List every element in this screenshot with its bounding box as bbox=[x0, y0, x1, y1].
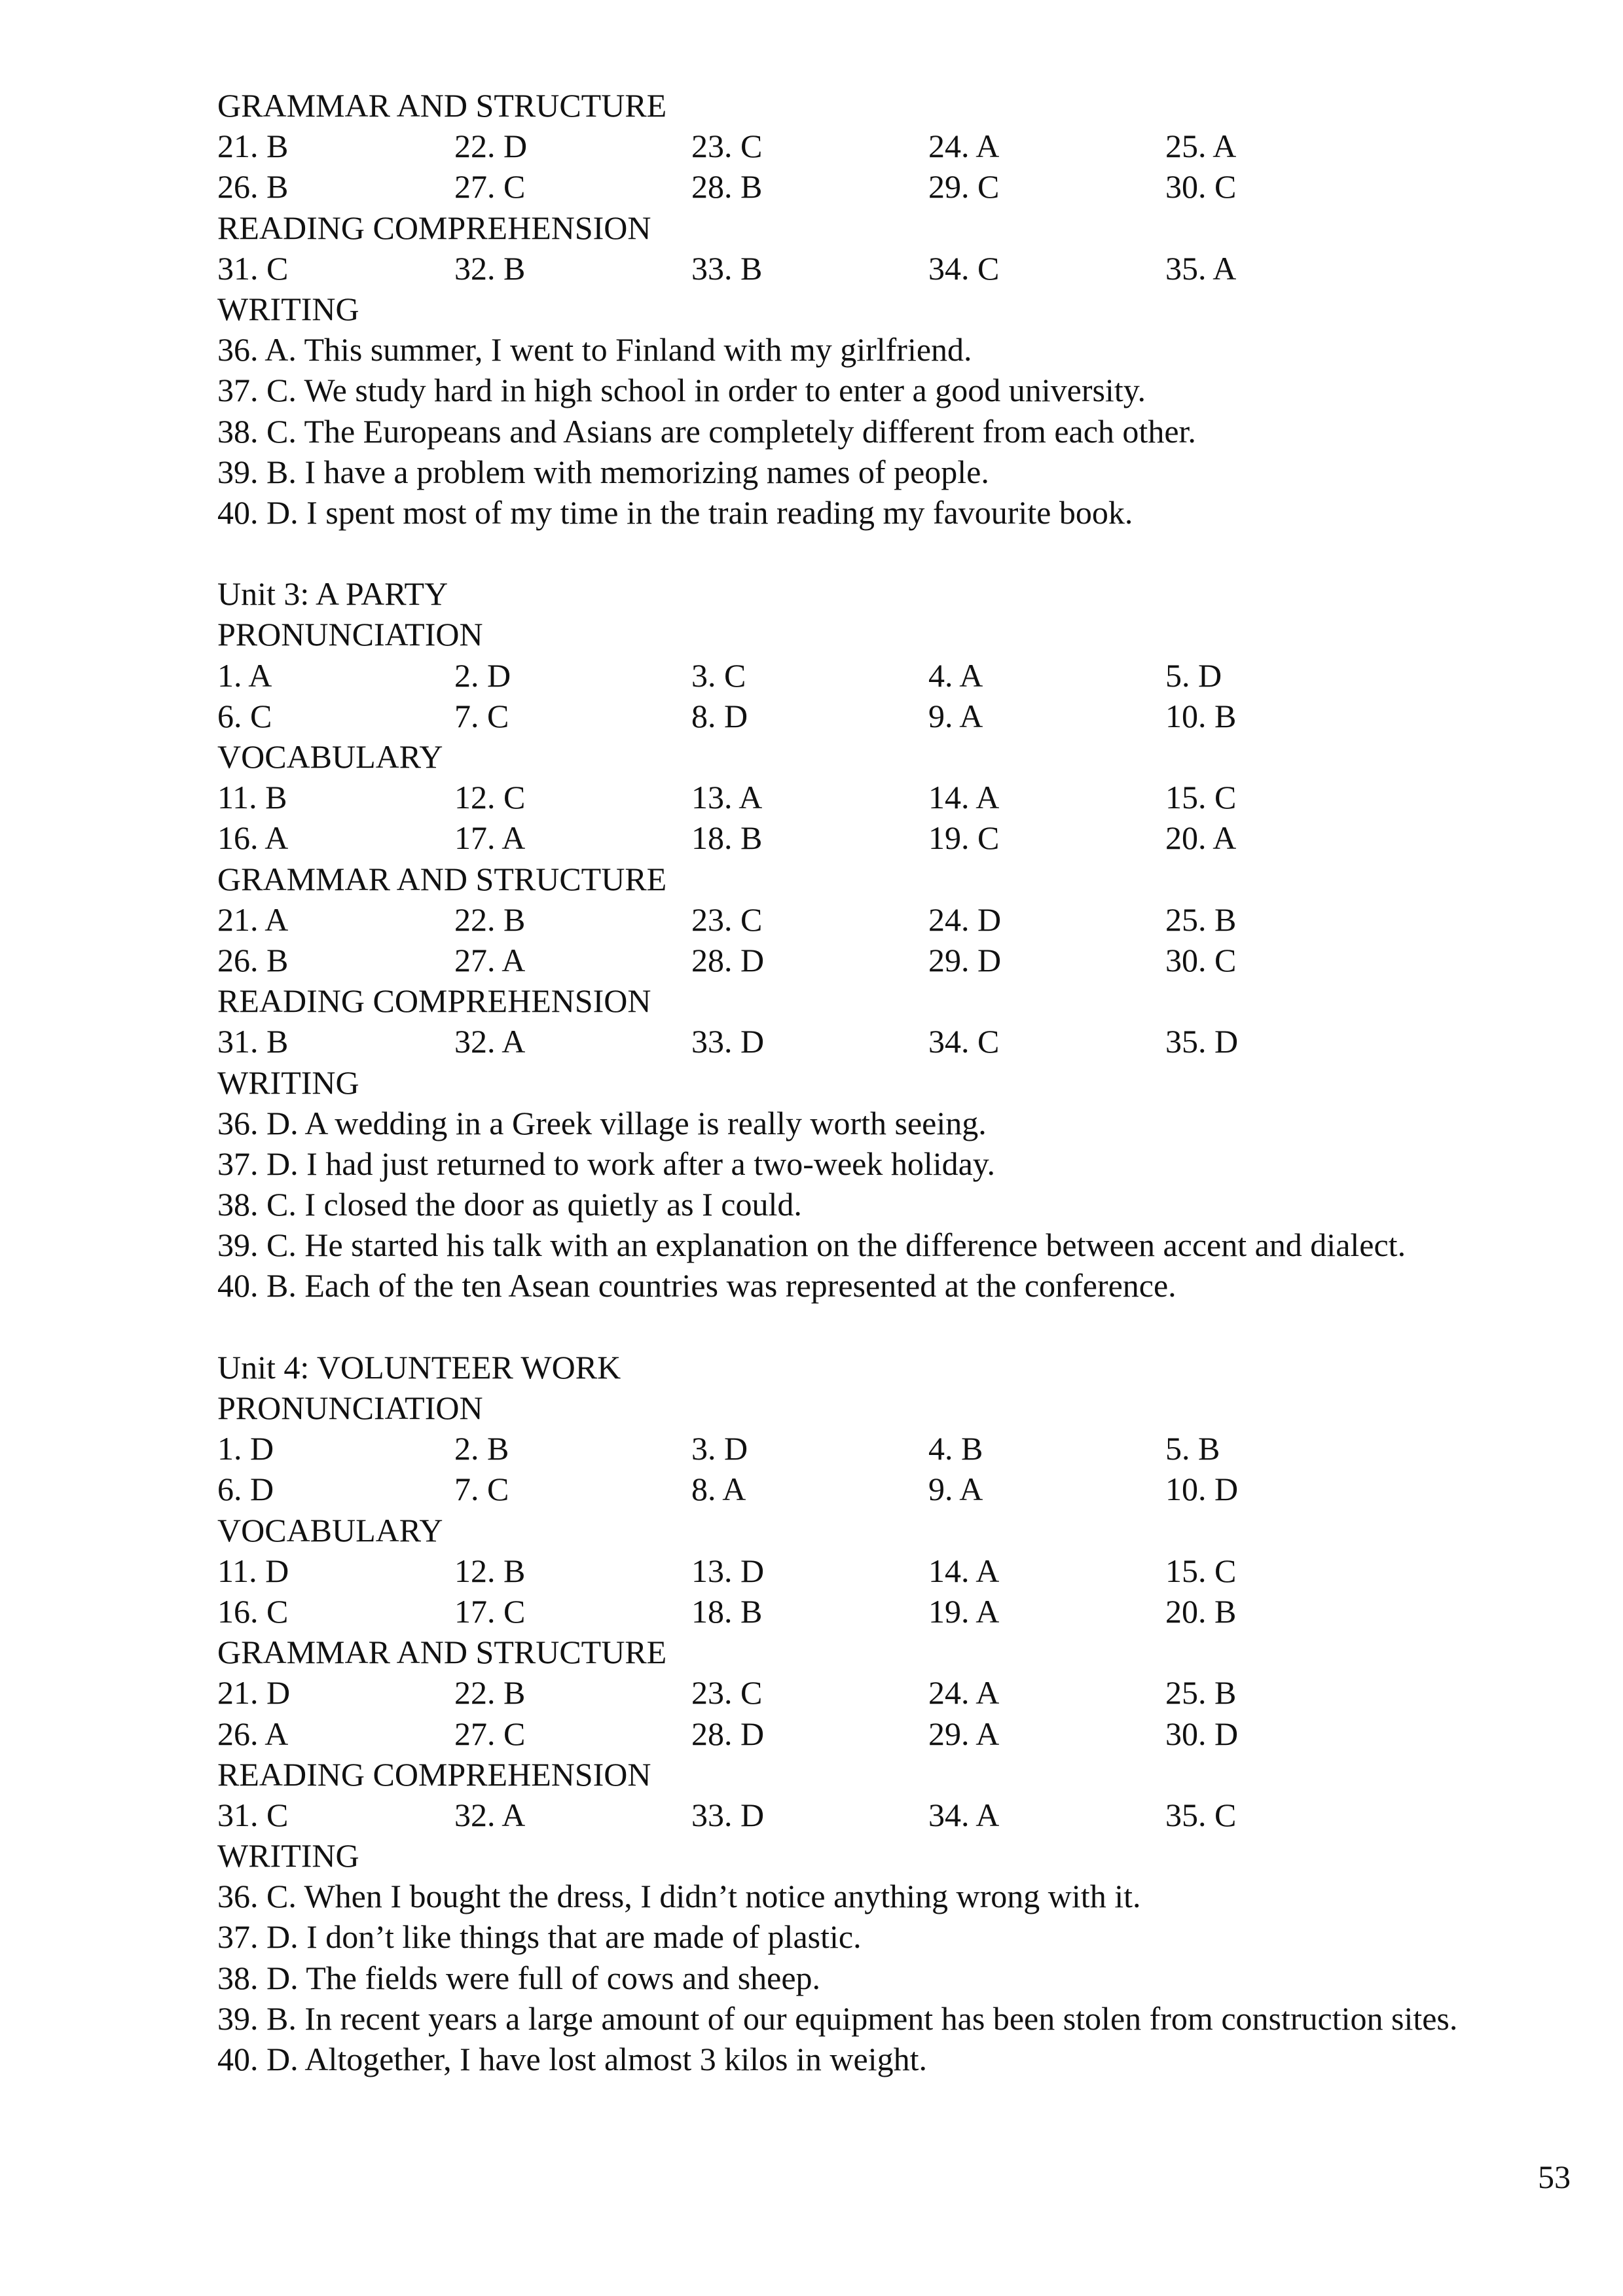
answer-cell: 5. B bbox=[1165, 1430, 1220, 1467]
answer-cell: 7. C bbox=[454, 697, 509, 734]
answer-cell: 32. A bbox=[454, 1023, 526, 1060]
answer-cell: 24. D bbox=[928, 901, 1002, 938]
answer-cell: 25. B bbox=[1165, 901, 1237, 938]
answer-cell: 6. D bbox=[217, 1471, 274, 1508]
answer-cell: 8. D bbox=[691, 697, 748, 734]
answer-row bbox=[217, 1672, 1579, 1713]
answer-cell: 23. C bbox=[691, 128, 763, 165]
answer-cell: 34. C bbox=[928, 249, 1000, 287]
writing-answer: 37. D. I had just returned to work after a two-week holiday. bbox=[217, 1145, 996, 1182]
section-title: PRONUNCIATION bbox=[217, 1390, 483, 1426]
answer-cell: 35. C bbox=[1165, 1796, 1237, 1833]
writing-answer: 37. C. We study hard in high school in order to enter a good university. bbox=[217, 372, 1146, 409]
answer-cell: 2. B bbox=[454, 1430, 509, 1467]
unit-heading: Unit 3: A PARTY bbox=[217, 575, 448, 613]
answer-cell: 28. D bbox=[691, 1715, 765, 1752]
writing-answer: 39. B. In recent years a large amount of our equipment has been stolen from construction sites. bbox=[217, 2000, 1458, 2037]
page-number: 53 bbox=[1538, 2159, 1571, 2195]
answer-cell: 10. D bbox=[1165, 1471, 1239, 1508]
answer-cell: 33. D bbox=[691, 1796, 765, 1833]
answer-cell: 3. C bbox=[691, 656, 746, 694]
answer-cell: 23. C bbox=[691, 1674, 763, 1712]
writing-answer: 39. C. He started his talk with an explanation on the difference between accent and dialect. bbox=[217, 1227, 1406, 1264]
answer-cell: 22. D bbox=[454, 128, 528, 165]
answer-cell: 30. C bbox=[1165, 941, 1237, 978]
section-title: WRITING bbox=[217, 1837, 359, 1874]
answer-cell: 14. A bbox=[928, 779, 1000, 816]
answer-cell: 22. B bbox=[454, 1674, 526, 1712]
answer-cell: 5. D bbox=[1165, 656, 1222, 694]
answer-cell: 31. C bbox=[217, 1796, 289, 1833]
answer-row bbox=[217, 166, 1579, 207]
answer-cell: 29. C bbox=[928, 168, 1000, 206]
unit-heading: Unit 4: VOLUNTEER WORK bbox=[217, 1348, 621, 1386]
answer-cell: 27. C bbox=[454, 168, 526, 206]
answer-cell: 16. C bbox=[217, 1592, 289, 1630]
answer-row bbox=[217, 655, 1579, 696]
section-title: READING COMPREHENSION bbox=[217, 982, 651, 1020]
answer-cell: 14. A bbox=[928, 1552, 1000, 1589]
answer-row bbox=[217, 1713, 1579, 1754]
answer-cell: 20. A bbox=[1165, 819, 1237, 857]
answer-cell: 31. B bbox=[217, 1023, 289, 1060]
answer-row bbox=[217, 1551, 1579, 1591]
answer-cell: 29. D bbox=[928, 941, 1002, 978]
answer-cell: 33. B bbox=[691, 249, 763, 287]
section-title: WRITING bbox=[217, 1064, 359, 1101]
answer-cell: 2. D bbox=[454, 656, 511, 694]
answer-cell: 35. A bbox=[1165, 249, 1237, 287]
writing-answer: 36. A. This summer, I went to Finland with my girlfriend. bbox=[217, 331, 972, 368]
answer-row bbox=[217, 248, 1579, 289]
answer-cell: 28. B bbox=[691, 168, 763, 206]
answer-cell: 27. C bbox=[454, 1715, 526, 1752]
answer-cell: 10. B bbox=[1165, 697, 1237, 734]
block-spacer bbox=[217, 1306, 1579, 1347]
writing-answer: 36. D. A wedding in a Greek village is really worth seeing. bbox=[217, 1104, 987, 1141]
answer-cell: 34. A bbox=[928, 1796, 1000, 1833]
answer-cell: 13. A bbox=[691, 779, 763, 816]
answer-row bbox=[217, 899, 1579, 940]
answer-cell: 21. A bbox=[217, 901, 289, 938]
answer-cell: 11. D bbox=[217, 1552, 289, 1589]
writing-answer: 38. C. I closed the door as quietly as I could. bbox=[217, 1186, 802, 1223]
answer-cell: 4. A bbox=[928, 656, 983, 694]
answer-cell: 9. A bbox=[928, 1471, 983, 1508]
answer-cell: 15. C bbox=[1165, 1552, 1237, 1589]
answer-cell: 18. B bbox=[691, 1592, 763, 1630]
answer-cell: 19. A bbox=[928, 1592, 1000, 1630]
section-title: VOCABULARY bbox=[217, 738, 443, 775]
answer-cell: 12. B bbox=[454, 1552, 526, 1589]
answer-cell: 29. A bbox=[928, 1715, 1000, 1752]
answer-cell: 25. A bbox=[1165, 128, 1237, 165]
answer-cell: 24. A bbox=[928, 128, 1000, 165]
answer-cell: 27. A bbox=[454, 941, 526, 978]
answer-cell: 34. C bbox=[928, 1023, 1000, 1060]
answer-row bbox=[217, 1469, 1579, 1509]
section-title: GRAMMAR AND STRUCTURE bbox=[217, 860, 667, 897]
answer-cell: 30. C bbox=[1165, 168, 1237, 206]
block-spacer bbox=[217, 533, 1579, 573]
answer-cell: 11. B bbox=[217, 779, 287, 816]
writing-answer: 37. D. I don’t like things that are made of plastic. bbox=[217, 1918, 862, 1956]
answer-cell: 32. B bbox=[454, 249, 526, 287]
answer-row bbox=[217, 777, 1579, 817]
answer-row bbox=[217, 696, 1579, 736]
section-title: PRONUNCIATION bbox=[217, 616, 483, 653]
answer-cell: 35. D bbox=[1165, 1023, 1239, 1060]
answer-row bbox=[217, 940, 1579, 980]
answer-cell: 1. D bbox=[217, 1430, 274, 1467]
answer-row bbox=[217, 1591, 1579, 1632]
answer-cell: 26. B bbox=[217, 941, 289, 978]
writing-answer: 40. D. I spent most of my time in the train reading my favourite book. bbox=[217, 493, 1133, 531]
answer-cell: 28. D bbox=[691, 941, 765, 978]
answer-cell: 21. B bbox=[217, 128, 289, 165]
answer-row bbox=[217, 126, 1579, 166]
section-title: READING COMPREHENSION bbox=[217, 209, 651, 246]
answer-cell: 13. D bbox=[691, 1552, 765, 1589]
answer-row bbox=[217, 1428, 1579, 1469]
answer-cell: 15. C bbox=[1165, 779, 1237, 816]
writing-answer: 40. B. Each of the ten Asean countries was represented at the conference. bbox=[217, 1267, 1176, 1304]
answer-cell: 12. C bbox=[454, 779, 526, 816]
answer-cell: 6. C bbox=[217, 697, 272, 734]
answer-cell: 7. C bbox=[454, 1471, 509, 1508]
answer-cell: 9. A bbox=[928, 697, 983, 734]
answer-cell: 20. B bbox=[1165, 1592, 1237, 1630]
answer-cell: 17. A bbox=[454, 819, 526, 857]
answer-cell: 1. A bbox=[217, 656, 272, 694]
section-title: WRITING bbox=[217, 290, 359, 327]
answer-cell: 17. C bbox=[454, 1592, 526, 1630]
answer-cell: 16. A bbox=[217, 819, 289, 857]
section-title: VOCABULARY bbox=[217, 1511, 443, 1549]
answer-cell: 18. B bbox=[691, 819, 763, 857]
answer-cell: 23. C bbox=[691, 901, 763, 938]
answer-cell: 24. A bbox=[928, 1674, 1000, 1712]
answer-key-page bbox=[217, 85, 1579, 2079]
writing-answer: 38. C. The Europeans and Asians are completely different from each other. bbox=[217, 412, 1196, 450]
writing-answer: 36. C. When I bought the dress, I didn’t notice anything wrong with it. bbox=[217, 1878, 1141, 1915]
writing-answer: 39. B. I have a problem with memorizing names of people. bbox=[217, 453, 989, 490]
answer-cell: 19. C bbox=[928, 819, 1000, 857]
answer-cell: 30. D bbox=[1165, 1715, 1239, 1752]
answer-cell: 26. A bbox=[217, 1715, 289, 1752]
answer-row bbox=[217, 817, 1579, 858]
answer-cell: 31. C bbox=[217, 249, 289, 287]
answer-cell: 33. D bbox=[691, 1023, 765, 1060]
answer-cell: 3. D bbox=[691, 1430, 748, 1467]
writing-answer: 38. D. The fields were full of cows and sheep. bbox=[217, 1959, 821, 1996]
answer-cell: 26. B bbox=[217, 168, 289, 206]
answer-cell: 25. B bbox=[1165, 1674, 1237, 1712]
section-title: READING COMPREHENSION bbox=[217, 1755, 651, 1793]
answer-cell: 21. D bbox=[217, 1674, 291, 1712]
answer-row bbox=[217, 1795, 1579, 1835]
answer-row bbox=[217, 1021, 1579, 1062]
section-title: GRAMMAR AND STRUCTURE bbox=[217, 87, 667, 124]
answer-cell: 32. A bbox=[454, 1796, 526, 1833]
answer-cell: 4. B bbox=[928, 1430, 983, 1467]
writing-answer: 40. D. Altogether, I have lost almost 3 kilos in weight. bbox=[217, 2041, 927, 2077]
answer-cell: 8. A bbox=[691, 1471, 746, 1508]
section-title: GRAMMAR AND STRUCTURE bbox=[217, 1634, 667, 1671]
answer-cell: 22. B bbox=[454, 901, 526, 938]
